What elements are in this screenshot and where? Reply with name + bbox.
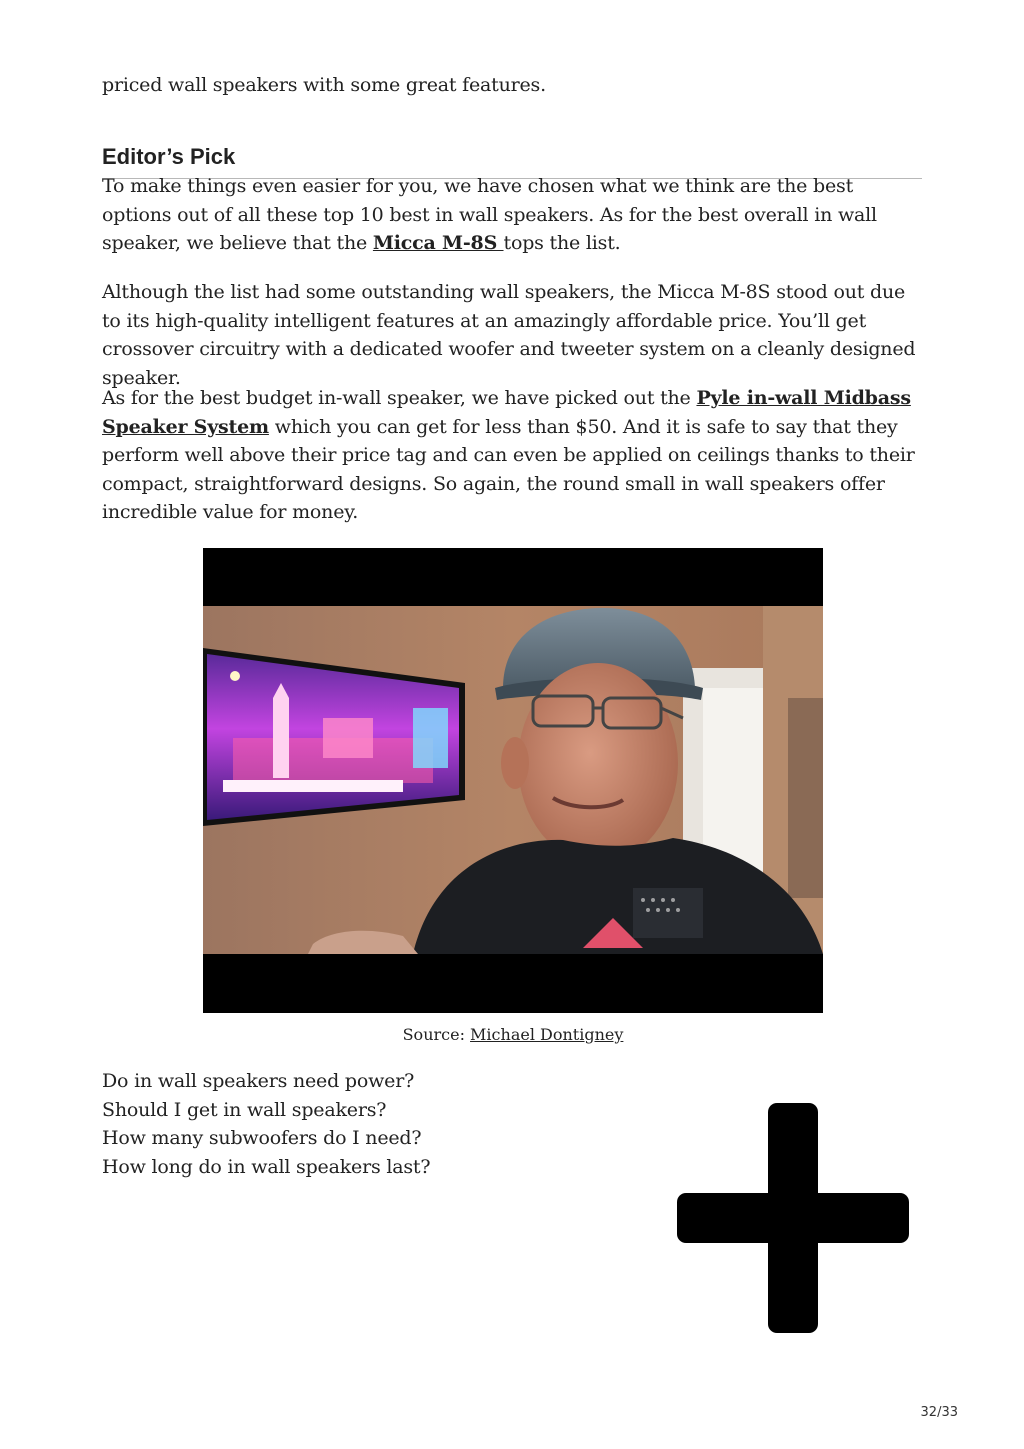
- plus-icon-glyph: [677, 1103, 909, 1333]
- faq-item[interactable]: How long do in wall speakers last?: [102, 1155, 431, 1178]
- video-frame-illustration: [203, 548, 823, 1013]
- faq-item[interactable]: Do in wall speakers need power?: [102, 1070, 415, 1092]
- paragraph-text: As for the best budget in-wall speaker, we have picked out the: [102, 387, 697, 409]
- paragraph-best-overall: [102, 172, 924, 258]
- video-caption: [102, 1023, 924, 1047]
- paragraph-text: which you can get for less than $50. And it is safe to say that they perform well above their price tag and can even be applied on ceilings thanks to their compact, straightforward designs. So again, the round small in wall speakers offer incredible value for money.: [102, 415, 915, 523]
- intro-text: priced wall speakers with some great features.: [102, 74, 546, 96]
- paragraph-text: tops the list.: [503, 232, 621, 254]
- section-heading: Editor’s Pick: [102, 142, 922, 179]
- paragraph-micca-details: Although the list had some outstanding wall speakers, the Micca M-8S stood out due to its high-quality intelligent features at an amazingly affordable price. You’ll get crossover circuitry with a dedicated woofer and tweeter system on a cleanly designed speaker.: [102, 281, 916, 389]
- faq-item[interactable]: How many subwoofers do I need?: [102, 1127, 422, 1149]
- faq-item[interactable]: Should I get in wall speakers?: [102, 1098, 387, 1121]
- video-thumbnail[interactable]: [203, 548, 823, 1013]
- page-number: 32/33: [920, 1405, 958, 1420]
- micca-m8s-link[interactable]: Micca M-8S: [372, 232, 504, 254]
- paragraph-best-budget: [102, 384, 924, 527]
- plus-icon[interactable]: [677, 1103, 909, 1333]
- pyle-speaker-system-link[interactable]: Pyle in-wall Midbass Speaker System: [102, 387, 911, 438]
- source-link[interactable]: Michael Dontigney: [470, 1025, 624, 1044]
- faq-list: [102, 1067, 602, 1181]
- caption-prefix: Source:: [402, 1025, 471, 1044]
- paragraph-text: To make things even easier for you, we have chosen what we think are the best options out of all these top 10 best in wall speakers. As for the best overall in wall speaker, we believe that the: [102, 175, 877, 254]
